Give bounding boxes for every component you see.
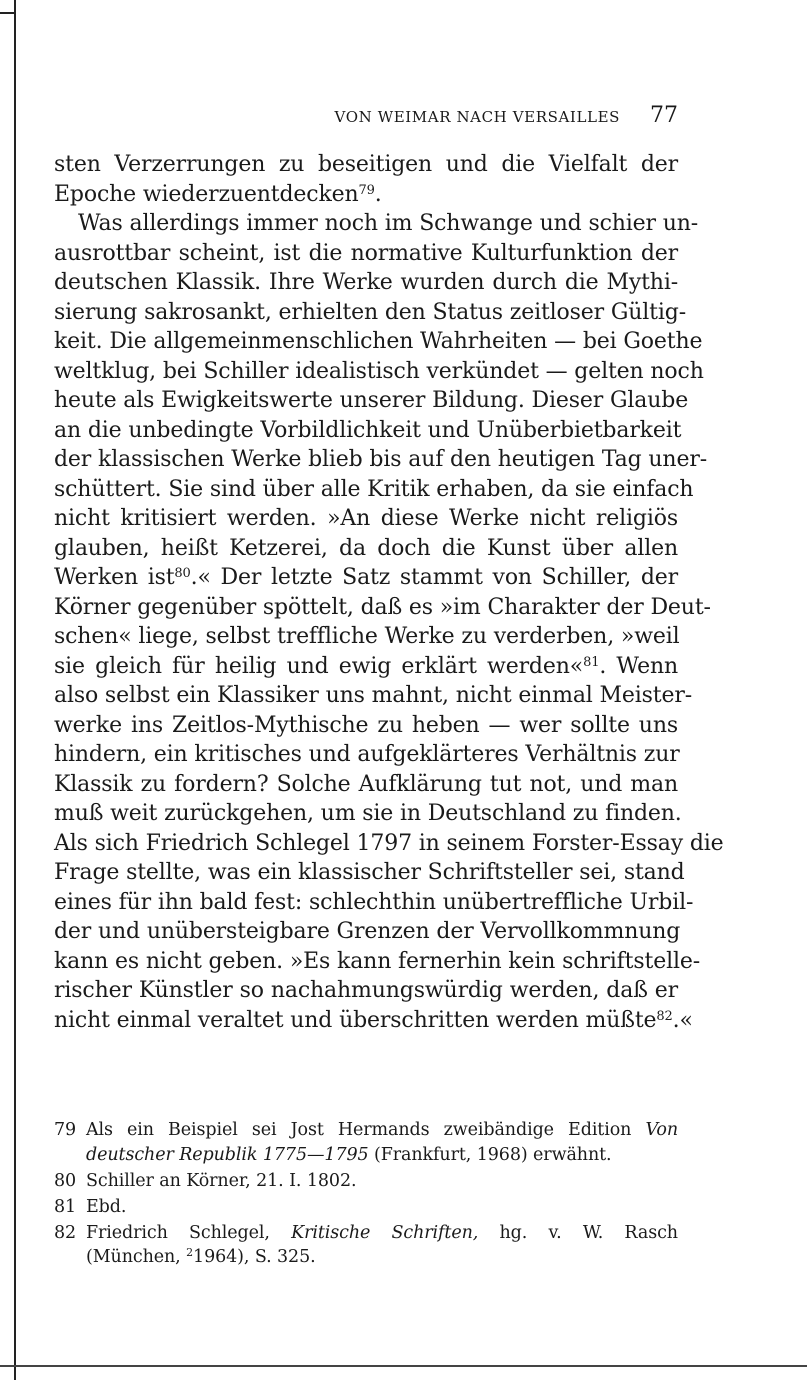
text-line: Klassik zu fordern? Solche Aufklärung tut not, und man	[54, 771, 678, 797]
footnote-text	[86, 1118, 678, 1167]
text-segment: 1964), S. 325.	[193, 1247, 316, 1267]
text-line: Was allerdings immer noch im Schwange und schier un-	[78, 211, 699, 236]
text-line	[54, 1006, 693, 1036]
text-line: ausrottbar scheint, ist die normative Kulturfunktion der	[54, 240, 678, 266]
footnote-81	[54, 1195, 678, 1220]
text-line: der klassischen Werke blieb bis auf den heutigen Tag uner-	[54, 447, 707, 472]
text-line: rischer Künstler so nachahmungswürdig werden, daß er	[54, 978, 678, 1003]
footnote-line	[86, 1143, 678, 1168]
footnote-text: Ebd.	[86, 1196, 127, 1217]
italic-title: Kritische Schriften,	[291, 1222, 479, 1243]
text-line: Körner gegenüber spöttelt, daß es »im Charakter der Deut-	[54, 594, 711, 620]
page-edge-left	[14, 0, 16, 1380]
text-segment: .« Der letzte Satz stammt von Schiller, der	[190, 565, 678, 590]
italic-title: Von	[645, 1120, 678, 1140]
footnote-line	[86, 1221, 678, 1246]
footnotes	[54, 1118, 678, 1271]
text-line: nicht kritisiert werden. »An diese Werke nicht religiös	[54, 506, 678, 531]
text-line: sierung sakrosankt, erhielten den Status zeitloser Gültig-	[54, 299, 686, 325]
text-segment: Werken ist	[54, 565, 175, 590]
body-text	[54, 150, 724, 1035]
text-line: muß weit zurückgehen, um sie in Deutschland zu finden.	[54, 801, 682, 826]
text-line: also selbst ein Klassiker uns mahnt, nicht einmal Meister-	[54, 683, 693, 708]
footnote-ref: 79	[358, 182, 375, 198]
text-line: hindern, ein kritisches und aufgeklärteres Verhältnis zur	[54, 742, 680, 767]
text-line: Frage stellte, was ein klassischer Schriftsteller sei, stand	[54, 860, 685, 885]
text-segment: .«	[672, 1007, 693, 1033]
text-segment: (Frankfurt, 1968) erwähnt.	[368, 1144, 612, 1165]
text-segment: (München,	[86, 1247, 187, 1267]
text-line: eines für ihn bald fest: schlechthin unübertreffliche Urbil-	[54, 889, 694, 915]
text-line: kann es nicht geben. »Es kann fernerhin kein schriftstelle-	[54, 948, 700, 974]
footnote-number: 79	[54, 1120, 77, 1140]
text-segment: nicht einmal veraltet und überschritten werden müßte	[54, 1007, 657, 1033]
text-segment: Friedrich Schlegel,	[86, 1222, 292, 1243]
text-line: schen« liege, selbst treffliche Werke zu verderben, »weil	[54, 624, 680, 649]
footnote-line	[86, 1118, 678, 1143]
text-line: deutschen Klassik. Ihre Werke wurden durch die Mythi-	[54, 270, 678, 295]
footnote-ref: 80	[174, 566, 191, 581]
footnote-82	[54, 1221, 678, 1270]
text-segment: .	[374, 181, 382, 207]
footnote-79	[54, 1118, 678, 1167]
footnote-text: Schiller an Körner, 21. I. 1802.	[86, 1170, 357, 1191]
text-segment: hg. v. W. Rasch	[478, 1222, 678, 1243]
footnote-number: 81	[54, 1196, 77, 1217]
text-line: Als sich Friedrich Schlegel 1797 in seinem Forster-Essay die	[54, 830, 724, 856]
footnote-ref: 81	[583, 654, 600, 670]
italic-title: deutscher Republik 1775—1795	[86, 1144, 369, 1165]
footnote-ref: 82	[656, 1008, 673, 1024]
text-line	[54, 652, 678, 682]
footnote-number: 82	[54, 1222, 77, 1243]
text-line: glauben, heißt Ketzerei, da doch die Kunst über allen	[54, 535, 678, 561]
text-line: weltklug, bei Schiller idealistisch verkündet — gelten noch	[54, 358, 704, 384]
text-line: heute als Ewigkeitswerte unserer Bildung. Dieser Glaube	[54, 388, 689, 413]
text-segment: Epoche wiederzuentdecken	[54, 181, 359, 207]
text-line: schüttert. Sie sind über alle Kritik erhaben, da sie einfach	[54, 476, 694, 502]
text-line: an die unbedingte Vorbildlichkeit und Unüberbietbarkeit	[54, 417, 682, 443]
footnote-80	[54, 1169, 678, 1194]
text-line: sten Verzerrungen zu beseitigen und die Vielfalt der	[54, 152, 678, 177]
text-line	[54, 563, 678, 593]
text-line: der und unübersteigbare Grenzen der Vervollkommnung	[54, 919, 681, 944]
footnote-text	[86, 1221, 678, 1270]
footnote-number: 80	[54, 1170, 77, 1191]
page-edge-bottom	[0, 1365, 807, 1367]
text-line	[54, 180, 678, 210]
text-segment: sie gleich für heilig und ewig erklärt werden«	[54, 653, 584, 679]
running-title: VON WEIMAR NACH VERSAILLES	[334, 108, 620, 126]
page-edge-top	[0, 12, 16, 14]
page-number: 77	[650, 103, 678, 128]
text-line: keit. Die allgemeinmenschlichen Wahrheiten — bei Goethe	[54, 329, 703, 354]
footnote-line	[86, 1245, 678, 1270]
text-segment: Als ein Beispiel sei Jost Hermands zweibändige Edition	[86, 1120, 646, 1140]
text-line: werke ins Zeitlos-Mythische zu heben — wer sollte uns	[54, 712, 678, 738]
running-head	[54, 103, 678, 133]
text-segment: . Wenn	[599, 653, 679, 679]
edition-superscript: 2	[186, 1246, 194, 1259]
